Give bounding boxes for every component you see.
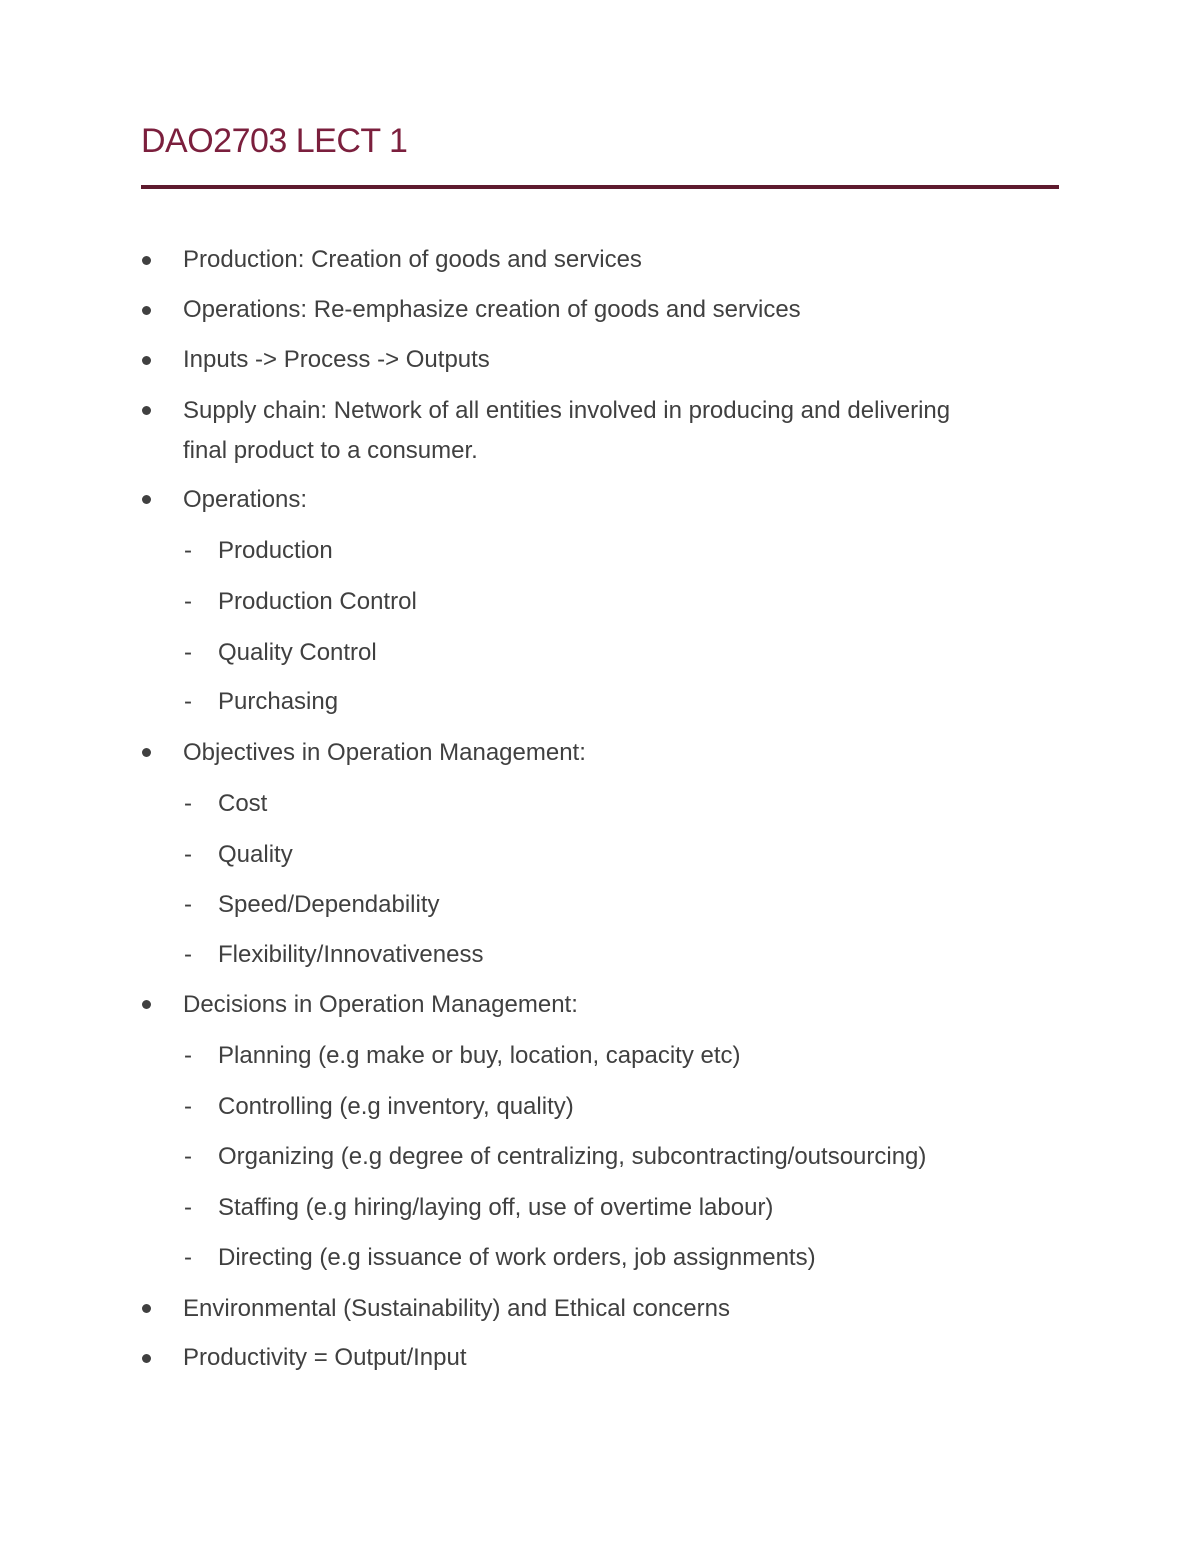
sub-item: Production Control	[218, 588, 417, 615]
bullet-item: Operations: Re-emphasize creation of goods and services	[183, 296, 801, 323]
sub-item: Planning (e.g make or buy, location, capacity etc)	[218, 1042, 741, 1069]
bullet-item: Decisions in Operation Management:	[183, 991, 578, 1018]
bullet-dot	[142, 356, 151, 365]
dash-marker: -	[184, 941, 192, 968]
dash-marker: -	[184, 1194, 192, 1221]
sub-item: Cost	[218, 790, 268, 817]
dash-marker: -	[184, 891, 192, 918]
bullet-dot	[142, 495, 151, 504]
bullet-item: Operations:	[183, 486, 308, 513]
bullet-item: Environmental (Sustainability) and Ethical concerns	[183, 1295, 730, 1322]
dash-marker: -	[184, 1143, 192, 1170]
sub-item: Quality	[218, 841, 293, 868]
document-title: DAO2703 LECT 1	[141, 122, 408, 160]
bullet-dot	[142, 406, 151, 415]
bullet-dot	[142, 306, 151, 315]
sub-item: Staffing (e.g hiring/laying off, use of overtime labour)	[218, 1194, 774, 1221]
sub-item: Flexibility/Innovativeness	[218, 941, 484, 968]
sub-item: Speed/Dependability	[218, 891, 440, 918]
bullet-item: Inputs -> Process -> Outputs	[183, 346, 490, 373]
bullet-dot	[142, 748, 151, 757]
dash-marker: -	[184, 588, 192, 615]
sub-item: Quality Control	[218, 639, 377, 666]
bullet-dot	[142, 256, 151, 265]
dash-marker: -	[184, 688, 192, 715]
bullet-item: Objectives in Operation Management:	[183, 739, 586, 766]
dash-marker: -	[184, 1093, 192, 1120]
bullet-item-continuation: final product to a consumer.	[183, 437, 478, 464]
dash-marker: -	[184, 639, 192, 666]
dash-marker: -	[184, 1244, 192, 1271]
dash-marker: -	[184, 790, 192, 817]
dash-marker: -	[184, 1042, 192, 1069]
dash-marker: -	[184, 537, 192, 564]
dash-marker: -	[184, 841, 192, 868]
sub-item: Purchasing	[218, 688, 339, 715]
sub-item: Organizing (e.g degree of centralizing, subcontracting/outsourcing)	[218, 1143, 927, 1170]
bullet-item: Production: Creation of goods and services	[183, 246, 642, 273]
bullet-item: Supply chain: Network of all entities involved in producing and delivering	[183, 397, 951, 424]
bullet-dot	[142, 1000, 151, 1009]
bullet-dot	[142, 1354, 151, 1363]
bullet-item: Productivity = Output/Input	[183, 1344, 467, 1371]
sub-item: Controlling (e.g inventory, quality)	[218, 1093, 574, 1120]
title-underline	[141, 185, 1059, 189]
bullet-dot	[142, 1304, 151, 1313]
sub-item: Production	[218, 537, 333, 564]
sub-item: Directing (e.g issuance of work orders, job assignments)	[218, 1244, 816, 1271]
